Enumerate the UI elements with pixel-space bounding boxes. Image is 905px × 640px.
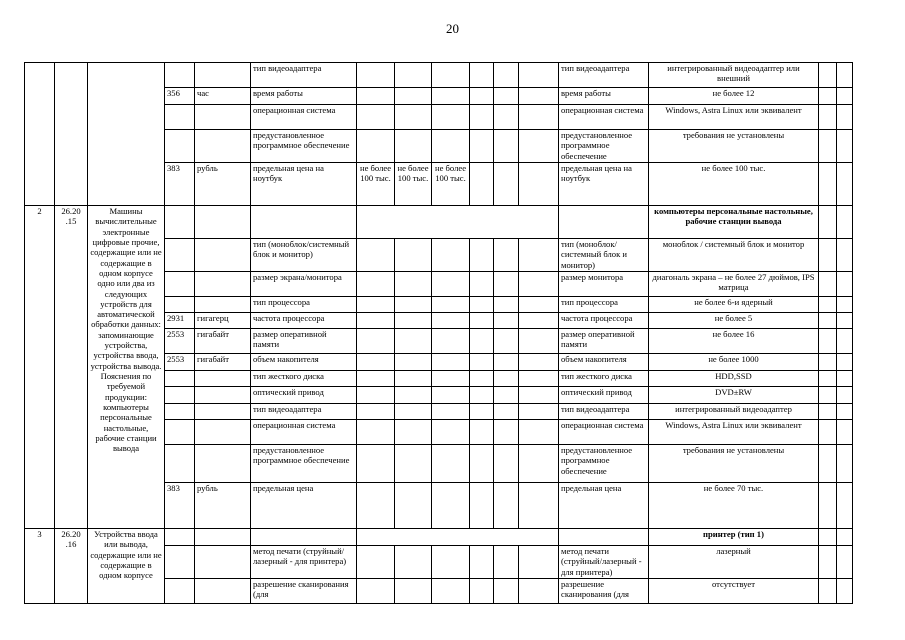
row-number: 3 bbox=[25, 529, 55, 604]
table-row: тип видеоадаптера тип видеоадаптера интегрированный видеоадаптер bbox=[25, 404, 853, 420]
product-description: Устройства ввода или вывода, содержащие или не содержащие в одном корпусе bbox=[88, 529, 165, 604]
table-row: тип жесткого диска тип жесткого диска HDD,SSD bbox=[25, 371, 853, 387]
table-row: тип видеоадаптера тип видеоадаптера интегрированный видеоадаптер или внешний bbox=[25, 63, 853, 88]
okpd-code: 26.20 .15 bbox=[55, 206, 88, 529]
table-row: 2553 гигабайт объем накопителя объем накопителя не более 1000 bbox=[25, 354, 853, 371]
table-row: тип процессора тип процессора не более 6-и ядерный bbox=[25, 297, 853, 313]
product-description: Машины вычислительные электронные цифровые прочие, содержащие или не содержащие в одном корпусе одно или два из следующих устройств для автоматической обработки данных: запоминающие устройства, устройства ввода, устройства вывода. Пояснения по требуемой продукции: компьютеры персональные настольные, рабочие станции вывода bbox=[88, 206, 165, 529]
table-row bbox=[25, 529, 853, 546]
requirements-table bbox=[24, 62, 853, 604]
table-row: тип (моноблок/системный блок и монитор) тип (моноблок/системный блок и монитор) моноблок / системный блок и монитор bbox=[25, 239, 853, 272]
table-row: 356 час время работы время работы не более 12 bbox=[25, 88, 853, 105]
page-number: 20 bbox=[446, 21, 459, 36]
table-row: 383 рубль предельная цена предельная цена не более 70 тыс. bbox=[25, 483, 853, 529]
table-row: 2553 гигабайт размер оперативной памяти размер оперативной памяти не более 16 bbox=[25, 329, 853, 354]
table-row: 2931 гигагерц частота процессора частота процессора не более 5 bbox=[25, 313, 853, 329]
table-row: предустановленное программное обеспечение предустановленное программное обеспечение требования не установлены bbox=[25, 445, 853, 483]
table-row: операционная система операционная система Windows, Astra Linux или эквивалент bbox=[25, 105, 853, 130]
table-row: предустановленное программное обеспечение предустановленное программное обеспечение требования не установлены bbox=[25, 130, 853, 163]
row-number: 2 bbox=[25, 206, 55, 529]
table-row: размер экрана/монитора размер монитора диагональ экрана – не более 27 дюймов, IPS матрица bbox=[25, 272, 853, 297]
okpd-code: 26.20 .16 bbox=[55, 529, 88, 604]
table-row: оптический привод оптический привод DVD±RW bbox=[25, 387, 853, 404]
table-row: разрешение сканирования (для разрешение сканирования (для отсутствует bbox=[25, 579, 853, 604]
table-row bbox=[25, 206, 853, 239]
table-row: операционная система операционная система Windows, Astra Linux или эквивалент bbox=[25, 420, 853, 445]
table-row: 383 рубль предельная цена на ноутбук не более 100 тыс. не более 100 тыс. не более 100 тыс. предельная цена на ноутбук не более 100 тыс. bbox=[25, 163, 853, 206]
group-heading: принтер (тип 1) bbox=[649, 529, 819, 546]
group-heading: компьютеры персональные настольные, рабочие станции вывода bbox=[649, 206, 819, 239]
table-row: метод печати (струйный/лазерный - для принтера) метод печати (струйный/лазерный - для принтера) лазерный bbox=[25, 546, 853, 579]
